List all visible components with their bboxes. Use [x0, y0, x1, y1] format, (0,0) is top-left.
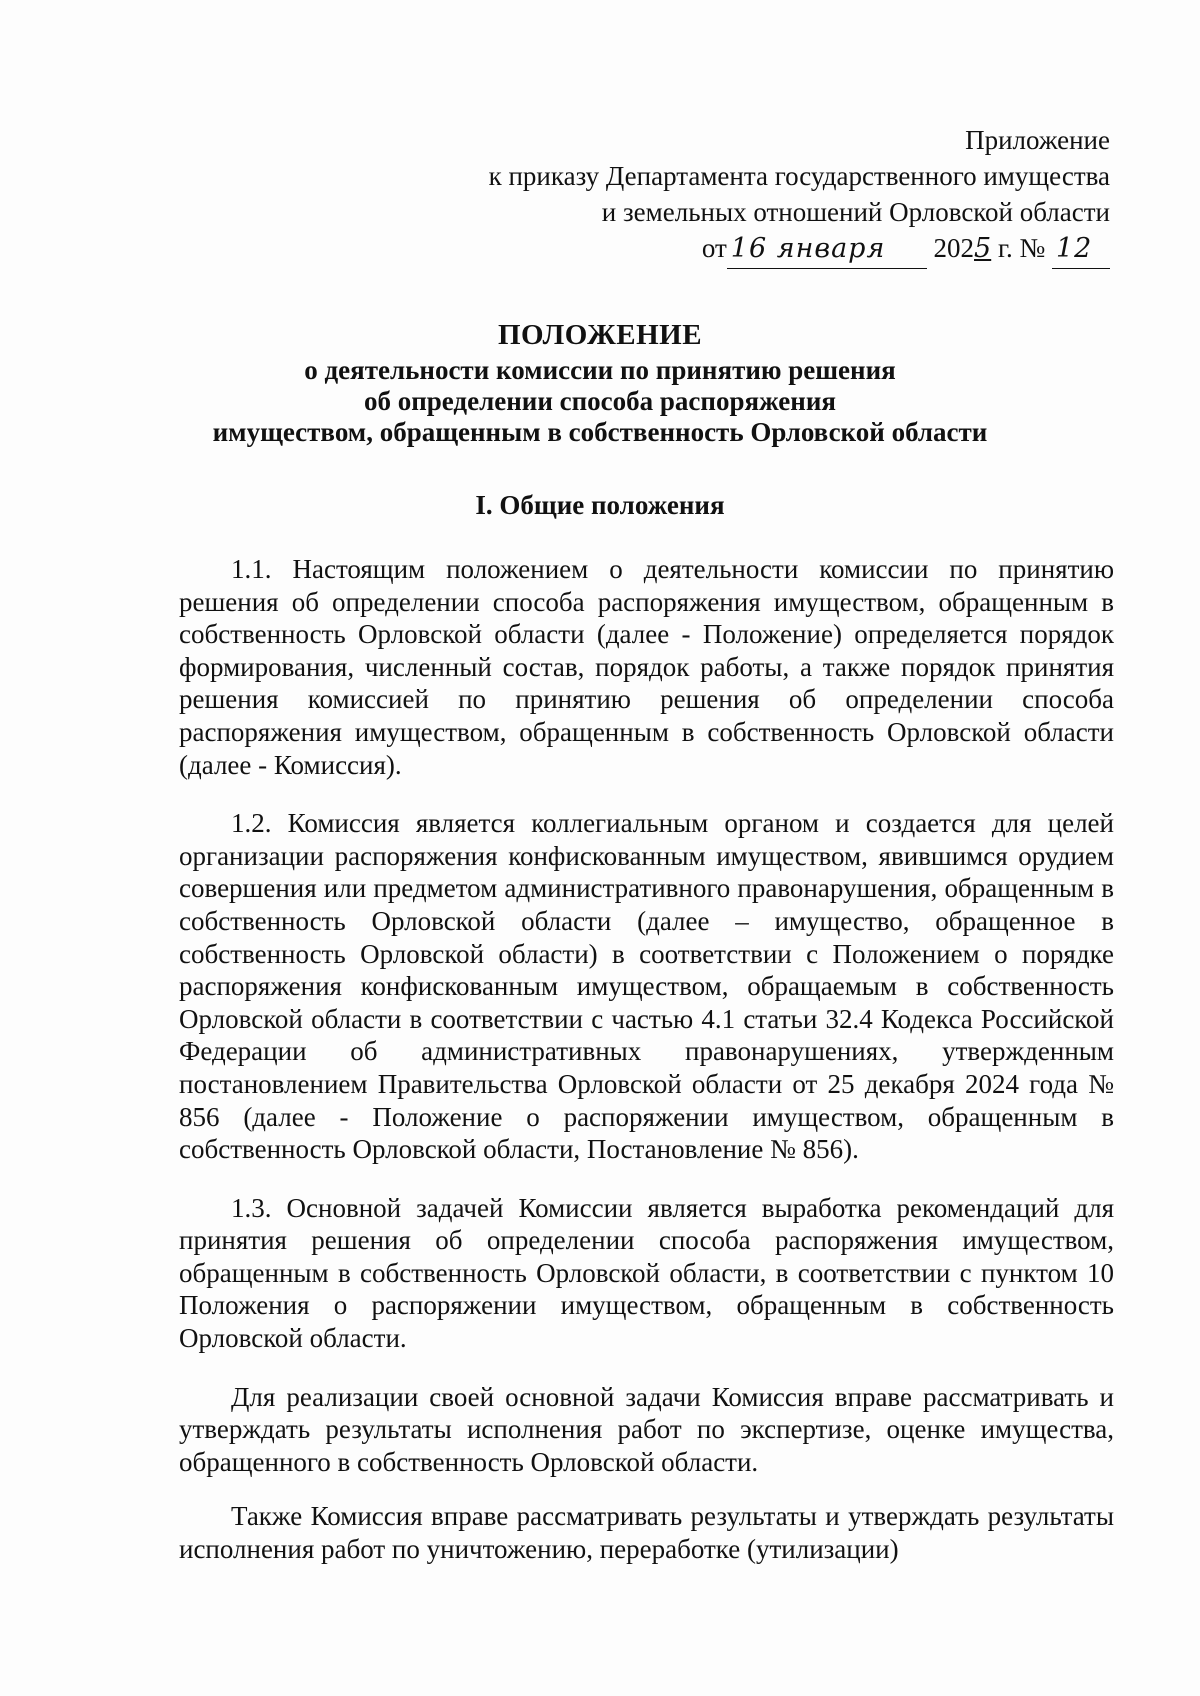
order-date-prefix: от: [701, 233, 727, 263]
document-subtitle-line-2: об определении способа распоряжения: [363, 386, 837, 416]
order-reference-line-2: и земельных отношений Орловской области: [601, 197, 1110, 227]
appendix-label: Приложение: [965, 125, 1110, 155]
order-year-printed: 202: [933, 233, 975, 263]
appendix-header: [210, 122, 1110, 269]
paragraph-1-2: 1.2. Комиссия является коллегиальным органом и создается для целей организации распоряжения конфискованным имуществом, явившимся орудием совершения или предметом административного правонарушения, обращенным в собственность Орловской области (далее – имущество, обращенное в собственность Орловской области) в соответствии с Положением о порядке распоряжения конфискованным имуществом, обращаемым в собственность Орловской области в соответствии с частью 4.1 статьи 32.4 Кодекса Российской Федерации об административных правонарушениях, утвержденным постановлением Правительства Орловской области от 25 декабря 2024 года № 856 (далее - Положение о распоряжении имуществом, обращенным в собственность Орловской области, Постановление № 856).: [179, 808, 1114, 1165]
document-body: [179, 553, 1114, 1592]
order-number-label: г. №: [997, 233, 1046, 263]
document-subtitle-line-1: о деятельности комиссии по принятию решения: [304, 355, 896, 385]
order-year-handwritten: 5: [974, 233, 992, 264]
paragraph-1-3: 1.3. Основной задачей Комиссии является выработка рекомендаций для принятия решения об определении способа распоряжения имуществом, обращенным в собственность Орловской области, в соответствии с пунктом 10 Положения о распоряжении имуществом, обращенным в собственность Орловской области.: [179, 1192, 1114, 1354]
order-date-handwritten: 16 января: [727, 231, 927, 269]
document-title: ПОЛОЖЕНИЕ: [497, 319, 703, 351]
order-date-line: [210, 230, 1110, 269]
paragraph-tasks: Для реализации своей основной задачи Комиссия вправе рассматривать и утверждать результаты исполнения работ по экспертизе, оценке имущества, обращенного в собственность Орловской области.: [179, 1381, 1114, 1477]
document-title-block: [0, 320, 1200, 448]
paragraph-also: Также Комиссия вправе рассматривать результаты и утверждать результаты исполнения работ по уничтожению, переработке (утилизации): [179, 1501, 1114, 1565]
order-reference-line-1: к приказу Департамента государственного имущества: [488, 161, 1110, 191]
document-subtitle-line-3: имуществом, обращенным в собственность Орловской области: [212, 417, 988, 447]
section-heading: I. Общие положения: [475, 490, 725, 520]
order-number-handwritten: 12: [1052, 231, 1110, 269]
paragraph-1-1: 1.1. Настоящим положением о деятельности комиссии по принятию решения об определении способа распоряжения имуществом, обращенным в собственность Орловской области (далее - Положение) определяется порядок формирования, численный состав, порядок работы, а также порядок принятия решения комиссией по принятию решения об определении способа распоряжения имуществом, обращенным в собственность Орловской области (далее - Комиссия).: [179, 554, 1114, 780]
